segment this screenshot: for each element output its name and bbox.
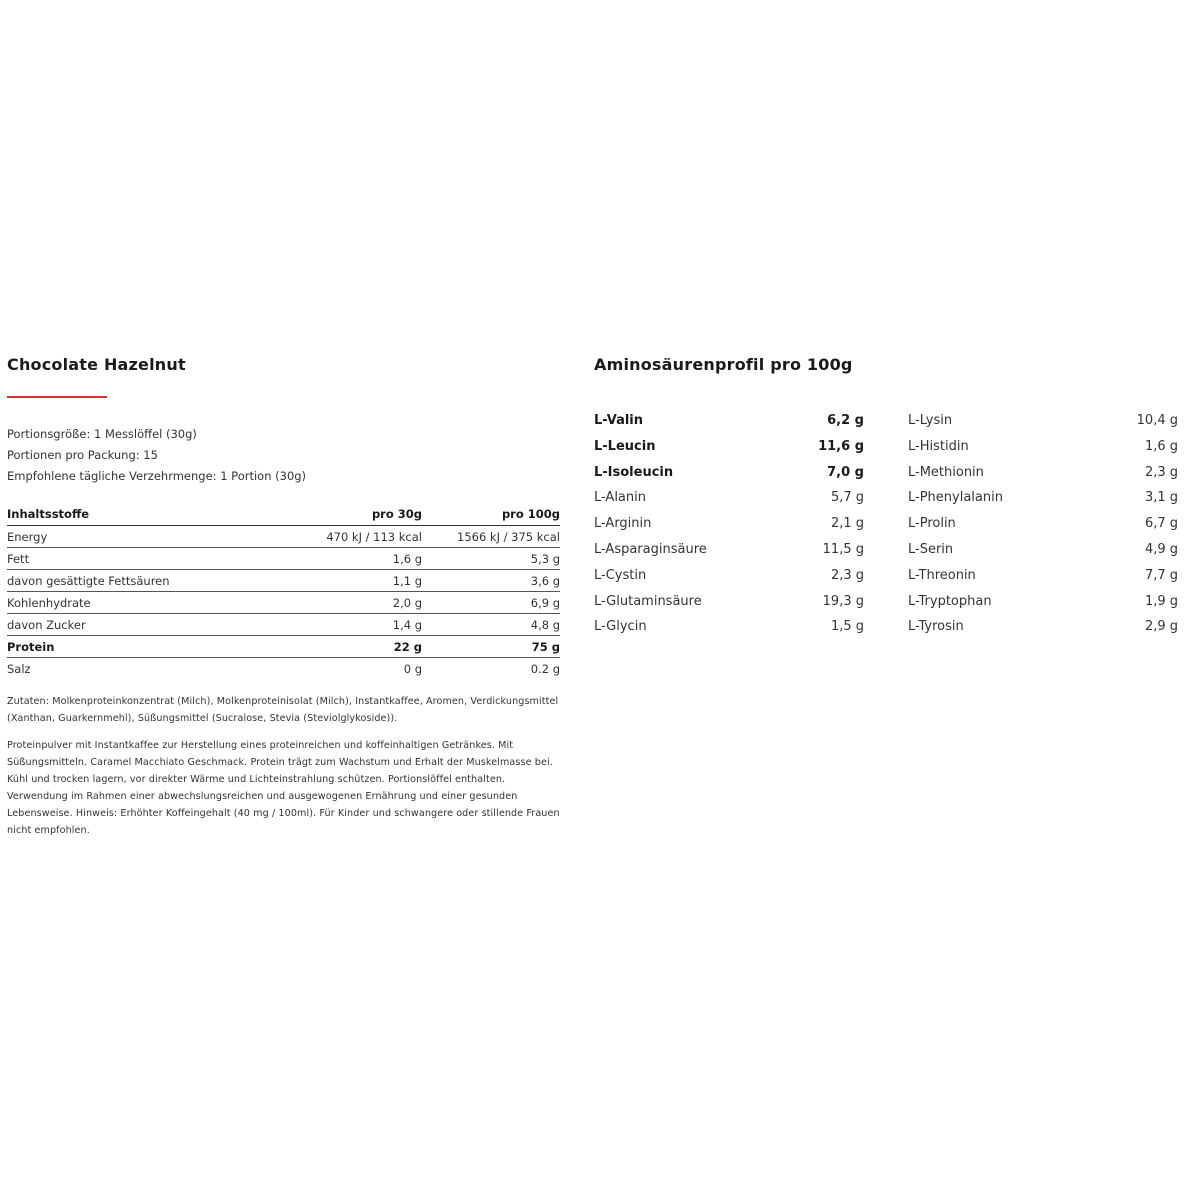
amino-row [594,563,864,589]
nutrient-name: Protein [7,636,287,658]
amino-row [908,614,1178,640]
amino-row [908,511,1178,537]
amino-value: 7,0 g [827,464,864,480]
amino-name: L-Arginin [594,516,652,532]
nutrient-name: davon Zucker [7,614,287,636]
amino-name: L-Glycin [594,619,647,635]
amino-acid-panel [594,352,1178,640]
amino-name: L-Threonin [908,567,976,583]
amino-row [594,589,864,615]
amino-name: L-Lysin [908,413,953,428]
amino-value: 11,5 g [822,541,864,557]
amino-row [594,485,864,511]
amino-row [594,408,864,434]
amino-value: 1,9 g [1144,593,1178,609]
value-per-30g: 0 g [403,661,422,676]
amino-row [908,485,1178,511]
amino-row [594,460,864,486]
value-per-100g: 0.2 g [530,661,560,676]
table-row [7,636,560,658]
table-row [7,614,560,636]
amino-value: 19,3 g [822,593,864,609]
amino-name: L-Prolin [908,516,956,532]
table-row [7,658,560,680]
amino-value: 2,3 g [1144,464,1178,480]
amino-row [594,614,864,640]
amino-value: 3,1 g [1144,490,1178,506]
value-per-30g: 1,6 g [287,548,422,570]
serving-info [7,424,560,487]
value-per-100g: 4,8 g [422,614,560,636]
amino-name: L-Phenylalanin [908,490,1003,506]
amino-name: L-Asparaginsäure [594,541,707,557]
amino-name: L-Alanin [594,490,646,506]
amino-value: 1,6 g [1144,438,1178,454]
serving-size: Portionsgröße: 1 Messlöffel (30g) [7,427,197,441]
amino-name: L-Methionin [908,464,984,480]
amino-row [908,408,1178,434]
amino-row [908,434,1178,460]
amino-value: 1,5 g [830,619,864,635]
title-accent-bar [7,396,107,398]
product-title: Chocolate Hazelnut [7,355,186,374]
amino-row [908,563,1178,589]
nutrition-table-header [7,503,560,526]
value-per-30g: 1,1 g [287,570,422,592]
header-per-30g: pro 30g [287,503,422,526]
amino-value: 2,9 g [1144,619,1178,635]
amino-name: L-Isoleucin [594,464,674,480]
amino-value: 10,4 g [1136,413,1178,428]
nutrient-name: davon gesättigte Fettsäuren [7,570,287,592]
amino-value: 6,2 g [827,413,864,428]
nutrition-panel [7,352,560,849]
amino-name: L-Tyrosin [908,619,964,635]
amino-value: 2,1 g [830,516,864,532]
amino-name: L-Glutaminsäure [594,593,702,609]
value-per-30g: 1,4 g [287,614,422,636]
amino-name: L-Cystin [594,567,647,583]
header-per-100g: pro 100g [422,503,560,526]
nutrition-table [7,503,560,679]
servings-per-pack: Portionen pro Packung: 15 [7,448,158,462]
value-per-100g: 6,9 g [422,592,560,614]
amino-title: Aminosäurenprofil pro 100g [594,355,853,374]
amino-value: 5,7 g [830,490,864,506]
value-per-100g: 5,3 g [422,548,560,570]
amino-row [594,434,864,460]
table-row [7,548,560,570]
nutrient-name: Kohlenhydrate [7,592,287,614]
amino-acid-grid [594,408,1178,640]
amino-name: L-Leucin [594,438,656,454]
table-row [7,570,560,592]
daily-intake: Empfohlene tägliche Verzehrmenge: 1 Portion (30g) [7,469,307,483]
value-per-100g: 3,6 g [422,570,560,592]
amino-row [908,537,1178,563]
amino-name: L-Histidin [908,438,969,454]
amino-row [908,589,1178,615]
value-per-30g: 470 kJ / 113 kcal [287,526,422,548]
amino-name: L-Serin [908,541,954,557]
value-per-30g: 22 g [287,636,422,658]
amino-column-right [908,408,1178,640]
amino-value: 11,6 g [818,438,864,454]
amino-value: 6,7 g [1144,516,1178,532]
value-per-100g: 75 g [422,636,560,658]
amino-name: L-Valin [594,413,644,428]
product-description: Proteinpulver mit Instantkaffee zur Herstellung eines proteinreichen und koffeinhaltigen Getränkes. Mit Süßungsmitteln. Caramel Macchiato Geschmack. Protein trägt zum Wachstum und Erhalt der Muskelmasse bei. Kühl und trocken lagern, vor direkter Wärme und Lichteinstrahlung schützen. Portionslöffel enthalten. Verwendung im Rahmen einer abwechslungsreichen und ausgewogenen Ernährung und einer gesunden Lebensweise. Hinweis: Erhöhter Koffeingehalt (40 mg / 100ml). Für Kinder und schwangere oder stillende Frauen nicht empfohlen. [7,740,560,836]
amino-row [908,460,1178,486]
amino-row [594,511,864,537]
value-per-30g: 2,0 g [287,592,422,614]
nutrient-name: Fett [7,548,287,570]
nutrient-name: Energy [7,526,287,548]
ingredients-text: Zutaten: Molkenproteinkonzentrat (Milch), Molkenproteinisolat (Milch), Instantkaffee, Aromen, Verdickungsmittel (Xanthan, Guarkernmehl), Süßungsmittel (Sucralose, Stevia (Steviolglykoside)). [7,696,559,724]
table-row [7,526,560,548]
header-ingredients: Inhaltsstoffe [7,503,287,526]
table-row [7,592,560,614]
amino-column-left [594,408,864,640]
amino-row [594,537,864,563]
amino-name: L-Tryptophan [908,593,992,609]
amino-value: 4,9 g [1144,541,1178,557]
amino-value: 2,3 g [830,567,864,583]
amino-value: 7,7 g [1144,567,1178,583]
nutrient-name: Salz [7,661,31,676]
value-per-100g: 1566 kJ / 375 kcal [422,526,560,548]
